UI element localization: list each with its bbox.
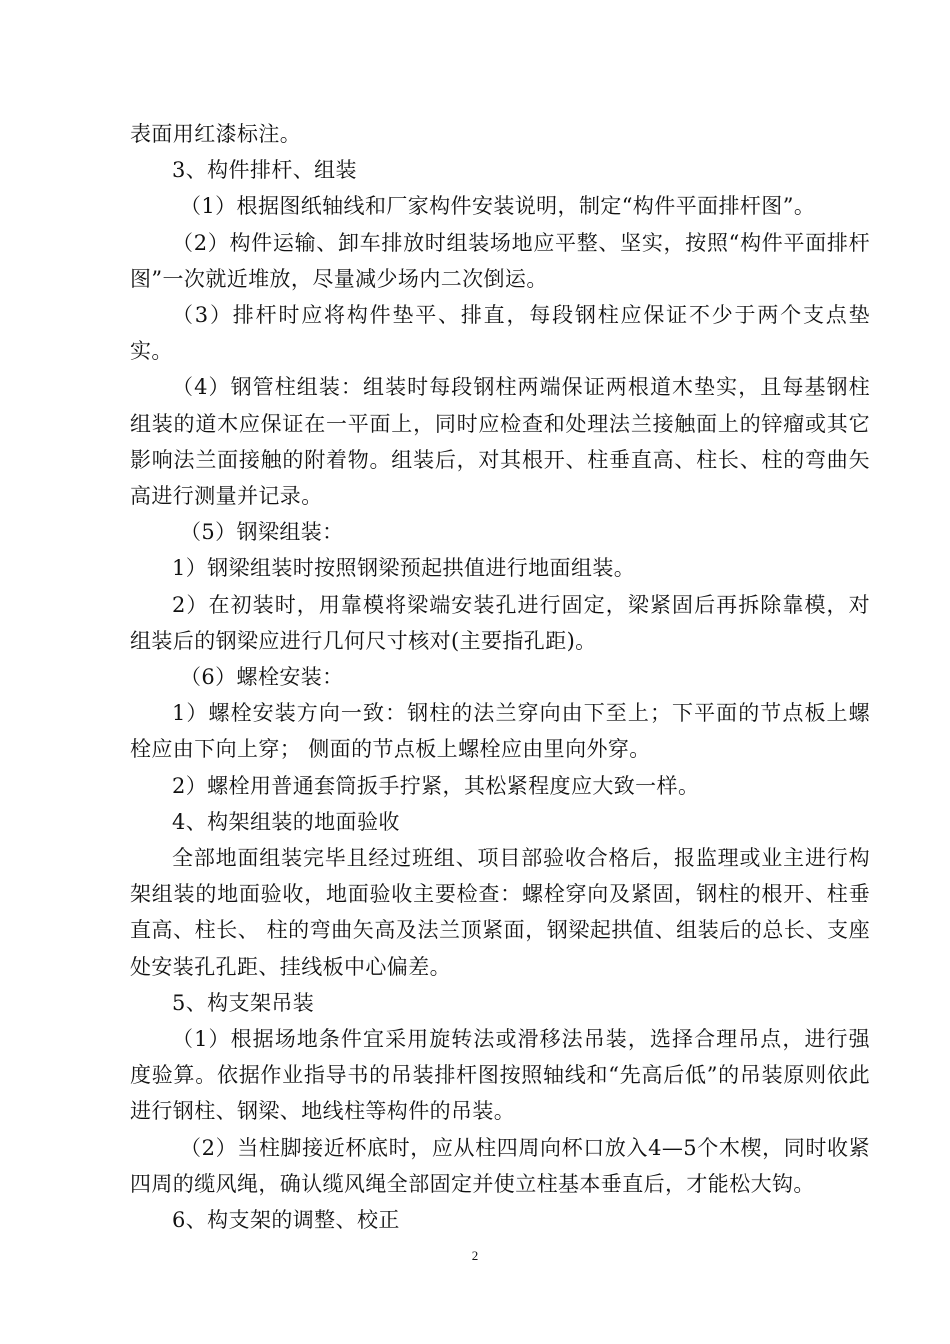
paragraph: 3、构件排杆、组装 [172,158,357,183]
page-number: 2 [471,1248,479,1263]
paragraph: 6、构支架的调整、校正 [172,1208,400,1233]
paragraph: 表面用红漆标注。 [130,122,302,146]
paragraph: 1）螺栓安装方向一致：钢柱的法兰穿向由下至上；下平面的节点板上螺栓应由下向上穿； 侧面的节点板上螺栓应由里向外穿。 [130,701,870,762]
paragraph: （2）构件运输、卸车排放时组装场地应平整、坚实，按照“构件平面排杆图”一次就近堆放，尽量减少场内二次倒运。 [130,230,870,291]
paragraph: （5）钢梁组装： [180,520,344,545]
paragraph: 全部地面组装完毕且经过班组、项目部验收合格后，报监理或业主进行构架组装的地面验收，地面验收主要检查：螺栓穿向及紧固，钢柱的根开、柱垂直高、柱长、 柱的弯曲矢高及法兰顶紧面，钢梁起拱值、组装后的总长、支座处安装孔孔距、挂线板中心偏差。 [130,846,870,979]
paragraph: 2）螺栓用普通套筒扳手拧紧，其松紧程度应大致一样。 [172,773,700,798]
paragraph: （1）根据场地条件宜采用旋转法或滑移法吊装，选择合理吊点，进行强度验算。依据作业指导书的吊装排杆图按照轴线和“先高后低”的吊装原则依此进行钢柱、钢梁、地线柱等构件的吊装。 [130,1027,870,1124]
paragraph: （6）螺栓安装： [180,665,344,690]
paragraph: （3）排杆时应将构件垫平、排直，每段钢柱应保证不少于两个支点垫实。 [130,303,870,364]
paragraph: （4）钢管柱组装：组装时每段钢柱两端保证两根道木垫实，且每基钢柱组装的道木应保证在一平面上，同时应检查和处理法兰接触面上的锌瘤或其它影响法兰面接触的附着物。组装后，对其根开、柱垂直高、柱长、柱的弯曲矢高进行测量并记录。 [130,375,870,509]
paragraph: （1）根据图纸轴线和厂家构件安装说明，制定“构件平面排杆图”。 [180,194,816,219]
paragraph: 5、构支架吊装 [172,990,315,1015]
paragraph: 1）钢梁组装时按照钢梁预起拱值进行地面组装。 [172,556,636,581]
paragraph: 4、构架组装的地面验收 [172,809,400,834]
document-body [130,116,870,1238]
paragraph: （2）当柱脚接近杯底时，应从柱四周向杯口放入4—5个木楔，同时收紧四周的缆风绳，确认缆风绳全部固定并使立柱基本垂直后，才能松大钩。 [130,1135,870,1196]
paragraph: 2）在初装时，用靠模将梁端安装孔进行固定，梁紧固后再拆除靠模，对组装后的钢梁应进行几何尺寸核对(主要指孔距)。 [130,592,870,653]
